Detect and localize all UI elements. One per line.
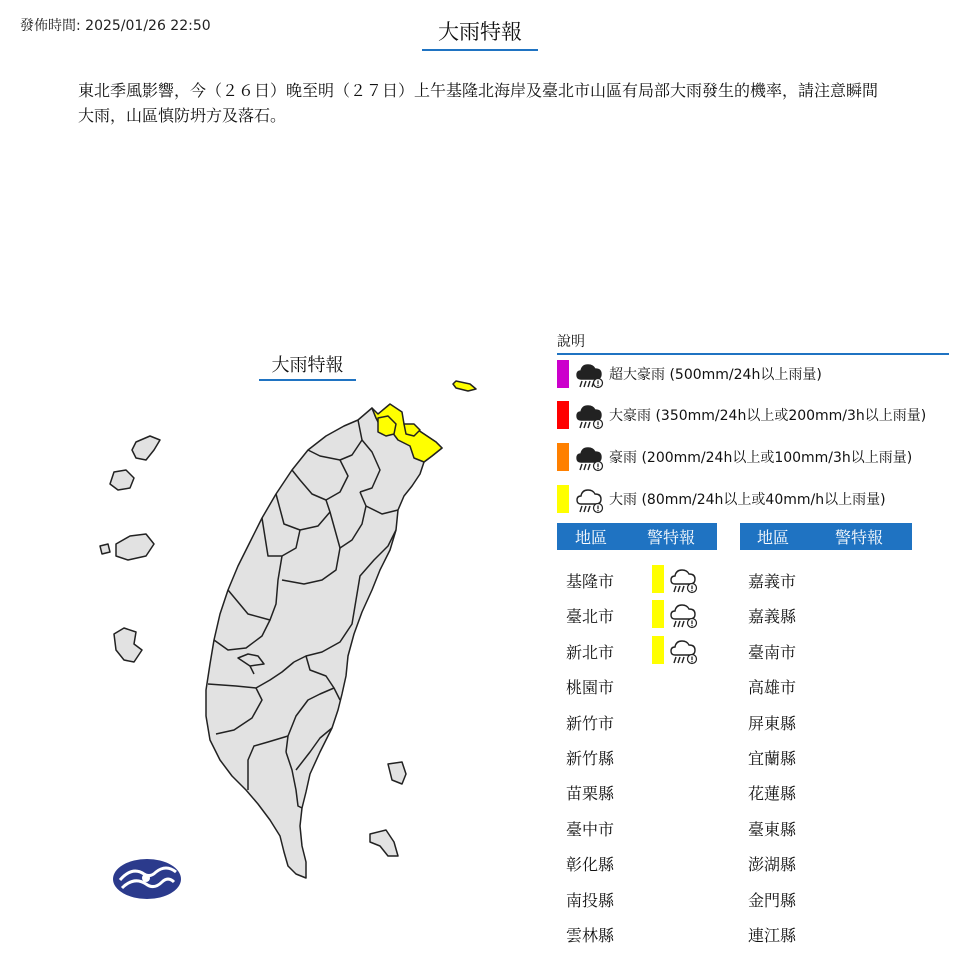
heavy-rain-icon xyxy=(669,599,699,629)
cwa-logo xyxy=(113,859,181,899)
legend-item xyxy=(557,400,926,430)
penghu-island-5 xyxy=(114,628,142,662)
pengyu-island xyxy=(453,381,476,391)
penghu-island-1 xyxy=(132,436,160,460)
region-name: 高雄市 xyxy=(748,678,797,698)
region-name: 桃園市 xyxy=(566,678,615,698)
legend-color-swatch xyxy=(557,360,569,388)
warning-description: 東北季風影響，今（２６日）晚至明（２７日）上午基隆北海岸及臺北市山區有局部大雨發生的機率，請注意瞬間大雨，山區慎防坍方及落石。 xyxy=(78,81,879,125)
heavy-rain-icon xyxy=(669,635,699,665)
legend-color-swatch xyxy=(557,401,569,429)
torrential-rain-icon xyxy=(575,400,605,430)
region-name: 南投縣 xyxy=(566,890,615,910)
region-name: 臺北市 xyxy=(566,607,615,627)
heavy-rain-icon xyxy=(669,564,699,594)
taiwan-main-island xyxy=(206,408,442,878)
region-name: 臺南市 xyxy=(748,642,797,662)
legend-label: 大雨 (80mm/24h以上或40mm/h以上雨量) xyxy=(609,492,886,508)
penghu-island-3 xyxy=(116,534,154,560)
extreme-torrential-rain-icon xyxy=(575,359,605,389)
orchid-island xyxy=(370,830,398,856)
region-name: 臺中市 xyxy=(566,819,615,839)
map-title: 大雨特報 xyxy=(259,351,356,381)
region-name: 金門縣 xyxy=(748,890,797,910)
legend-color-swatch xyxy=(557,443,569,471)
region-column-header: 地區 xyxy=(574,528,607,547)
legend-label: 超大豪雨 (500mm/24h以上雨量) xyxy=(609,367,822,383)
region-name: 花蓮縣 xyxy=(748,784,797,804)
region-name: 新北市 xyxy=(566,642,615,662)
taiwan-warning-map xyxy=(0,330,550,930)
penghu-island-4 xyxy=(100,544,110,554)
warning-column-header: 警特報 xyxy=(834,528,883,547)
region-name: 基隆市 xyxy=(566,572,615,591)
region-column-header: 地區 xyxy=(756,528,789,547)
region-name: 澎湖縣 xyxy=(748,855,797,875)
heavy-rain-icon xyxy=(575,484,605,514)
warning-column-header: 警特報 xyxy=(646,528,695,547)
publish-time: 發佈時間: 2025/01/26 22:50 xyxy=(20,18,211,34)
warning-level-bar xyxy=(652,636,664,664)
legend-item xyxy=(557,484,886,514)
page-title: 大雨特報 xyxy=(422,16,538,51)
table-header-left xyxy=(557,523,717,550)
penghu-island-2 xyxy=(110,470,134,490)
legend-label: 豪雨 (200mm/24h以上或100mm/3h以上雨量) xyxy=(609,450,913,466)
region-name: 新竹市 xyxy=(566,713,615,733)
region-name: 連江縣 xyxy=(748,926,797,945)
extremely-heavy-rain-icon xyxy=(575,442,605,472)
legend-color-swatch xyxy=(557,485,569,513)
region-name: 宜蘭縣 xyxy=(748,749,797,768)
region-name: 嘉義市 xyxy=(748,572,797,591)
table-header-right xyxy=(740,523,912,550)
legend-title: 說明 xyxy=(557,331,949,355)
legend-label: 大豪雨 (350mm/24h以上或200mm/3h以上雨量) xyxy=(609,408,927,424)
legend-item xyxy=(557,442,912,472)
green-island xyxy=(388,762,406,784)
region-name: 苗栗縣 xyxy=(566,784,615,804)
region-name: 嘉義縣 xyxy=(748,607,797,627)
region-name: 彰化縣 xyxy=(566,855,615,875)
region-name: 新竹縣 xyxy=(566,749,615,768)
region-name: 臺東縣 xyxy=(748,819,797,839)
warning-level-bar xyxy=(652,565,664,593)
region-name: 屏東縣 xyxy=(748,713,797,733)
region-name: 雲林縣 xyxy=(566,926,615,945)
legend-item xyxy=(557,359,822,389)
warning-level-bar xyxy=(652,600,664,628)
